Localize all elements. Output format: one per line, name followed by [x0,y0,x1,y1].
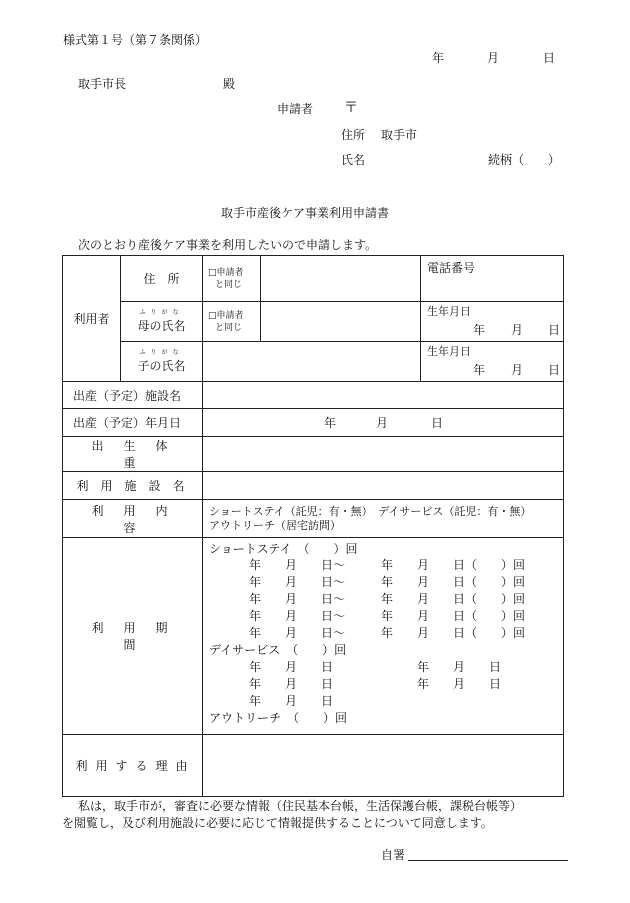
form-number-label: 様式第１号（第７条関係） [63,33,208,47]
short-stay-row: 年 月 日〜 年 月 日（ ）回 [249,575,526,589]
same-as-applicant-line1: □申請者 [208,267,244,278]
addressee-honorific: 殿 [223,77,236,91]
date-day: 日 [543,51,556,65]
addressee-mayor: 取手市長 [78,77,127,91]
intro-text: 次のとおり産後ケア事業を利用したいので申請します。 [78,238,378,252]
birth-weight-label: 出生体重 [63,437,203,472]
period-label: 利用期間 [63,538,203,735]
mother-birth-month: 月 [511,323,524,337]
short-stay-row: 年 月 日〜 年 月 日（ ）回 [249,558,526,572]
document-title: 取手市産後ケア事業利用申請書 [221,206,390,220]
day-service-row: 年 月 日 [249,694,334,708]
postal-mark: 〒 [344,100,358,116]
day-service-row: 年 月 日 年 月 日 [249,660,502,674]
day-service-row: 年 月 日 年 月 日 [249,677,502,691]
birth-date-month: 月 [376,416,389,430]
use-facility-label: 利用施設名 [63,472,203,500]
phone-label: 電話番号 [427,261,476,275]
date-month: 月 [487,51,500,65]
contents-line1: ショートステイ（託児：有・無） デイサービス（託児：有・無） [209,504,532,518]
mother-name-label-cell [121,302,203,342]
contents-label: 利用内容 [63,500,203,538]
short-stay-header: ショートステイ （ ）回 [209,542,358,556]
address-value: 取手市 [381,128,418,142]
birth-date-day: 日 [431,416,444,430]
address-input[interactable] [261,256,421,302]
contents-cell[interactable] [203,500,564,538]
day-service-header: デイサービス （ ）回 [209,643,347,657]
use-facility-input[interactable] [203,472,564,500]
birth-date-label: 出産（予定）年月日 [63,409,203,437]
signature-label: 自署 [381,848,406,862]
period-cell[interactable] [203,538,564,735]
short-stay-row: 年 月 日〜 年 月 日（ ）回 [249,609,526,623]
child-name-label: 子の氏名 [137,359,186,373]
child-birth-month: 月 [511,363,524,377]
mother-name-label: 母の氏名 [137,319,186,333]
same-as-applicant-line1: □申請者 [208,310,244,321]
child-birth-day: 日 [548,363,561,377]
outreach-header: アウトリーチ （ ）回 [209,711,348,725]
same-as-applicant-mother[interactable] [203,302,261,342]
user-address-label: 住 所 [121,256,203,302]
phone-cell[interactable] [421,256,564,302]
reason-label: 利用する理由 [63,735,203,797]
consent-line1: 私は，取手市が，審査に必要な情報（住民基本台帳，生活保護台帳，課税台帳等） [78,799,523,813]
reason-input[interactable] [203,735,564,797]
child-birth-cell[interactable] [421,342,564,382]
relation-label: 続柄（ ） [488,153,561,167]
birth-weight-input[interactable] [203,437,564,472]
child-birth-year: 年 [473,363,486,377]
same-as-applicant-address[interactable] [203,256,261,302]
signature-line[interactable] [408,860,568,861]
short-stay-row: 年 月 日〜 年 月 日（ ）回 [249,592,526,606]
mother-birth-cell[interactable] [421,302,564,342]
child-name-label-cell [121,342,203,382]
application-table [62,255,564,797]
mother-birth-day: 日 [548,323,561,337]
address-label: 住所 [341,128,366,142]
contents-line2: アウトリーチ（居宅訪問） [209,518,341,532]
child-ruby: ふりがな [139,349,184,356]
user-label: 利用者 [63,256,121,382]
mother-ruby: ふりがな [139,309,184,316]
name-label: 氏名 [341,153,366,167]
short-stay-row: 年 月 日〜 年 月 日（ ）回 [249,626,526,640]
birth-date-input[interactable] [203,409,564,437]
child-name-input[interactable] [203,342,421,382]
facility-label: 出産（予定）施設名 [63,382,203,409]
same-as-applicant-line2: と同じ [215,322,243,333]
mother-birth-label: 生年月日 [427,305,471,318]
facility-input[interactable] [203,382,564,409]
mother-birth-year: 年 [473,323,486,337]
consent-line2: を閲覧し，及び利用施設に必要に応じて情報提供することについて同意します。 [62,816,493,830]
applicant-label: 申請者 [277,102,314,116]
date-year: 年 [432,51,445,65]
birth-date-year: 年 [324,416,337,430]
same-as-applicant-line2: と同じ [215,279,243,290]
child-birth-label: 生年月日 [427,345,471,358]
mother-name-input[interactable] [261,302,421,342]
